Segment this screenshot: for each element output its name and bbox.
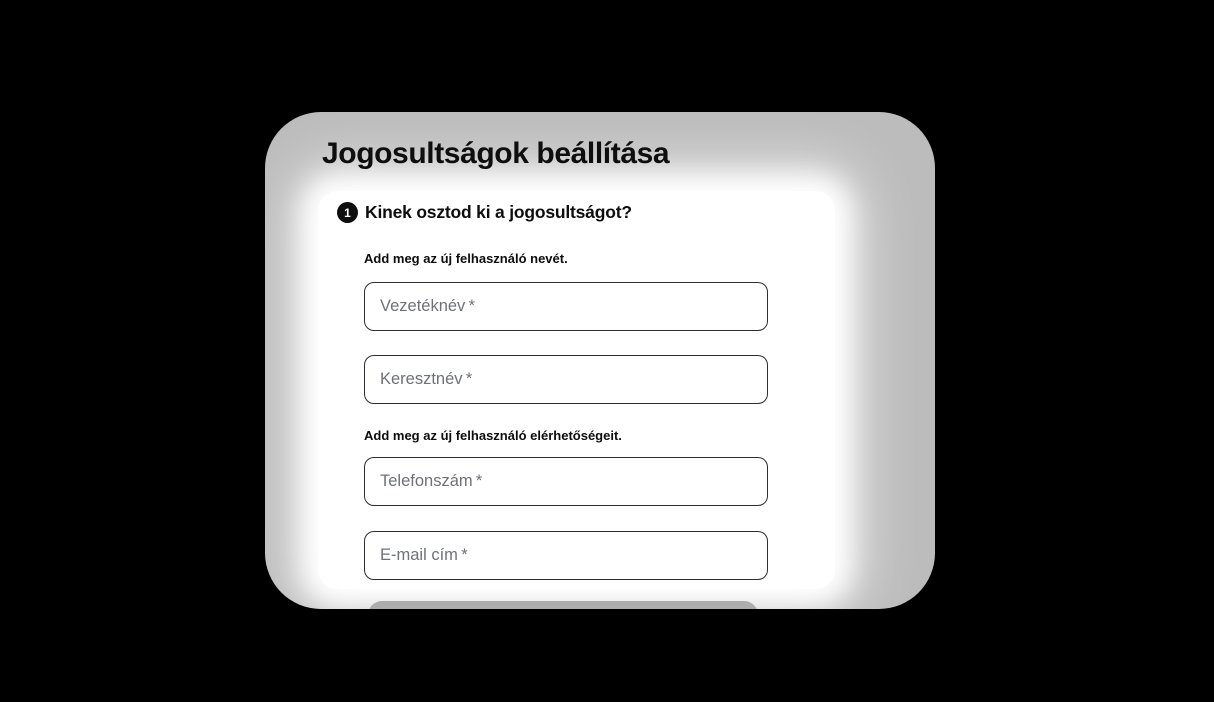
page-title: Jogosultságok beállítása — [322, 137, 670, 171]
phone-input[interactable] — [364, 457, 768, 506]
email-input[interactable] — [364, 531, 768, 580]
name-section-label: Add meg az új felhasználó nevét. — [364, 251, 568, 266]
lastname-input[interactable] — [364, 282, 768, 331]
step-header — [337, 202, 632, 223]
step-heading: Kinek osztod ki a jogosultságot? — [365, 202, 632, 222]
continue-button-partially-visible[interactable] — [368, 601, 758, 609]
permissions-setup-card — [265, 112, 935, 609]
contact-section-label: Add meg az új felhasználó elérhetőségeit. — [364, 428, 622, 443]
step-number-badge: 1 — [337, 202, 358, 223]
firstname-input[interactable] — [364, 355, 768, 404]
